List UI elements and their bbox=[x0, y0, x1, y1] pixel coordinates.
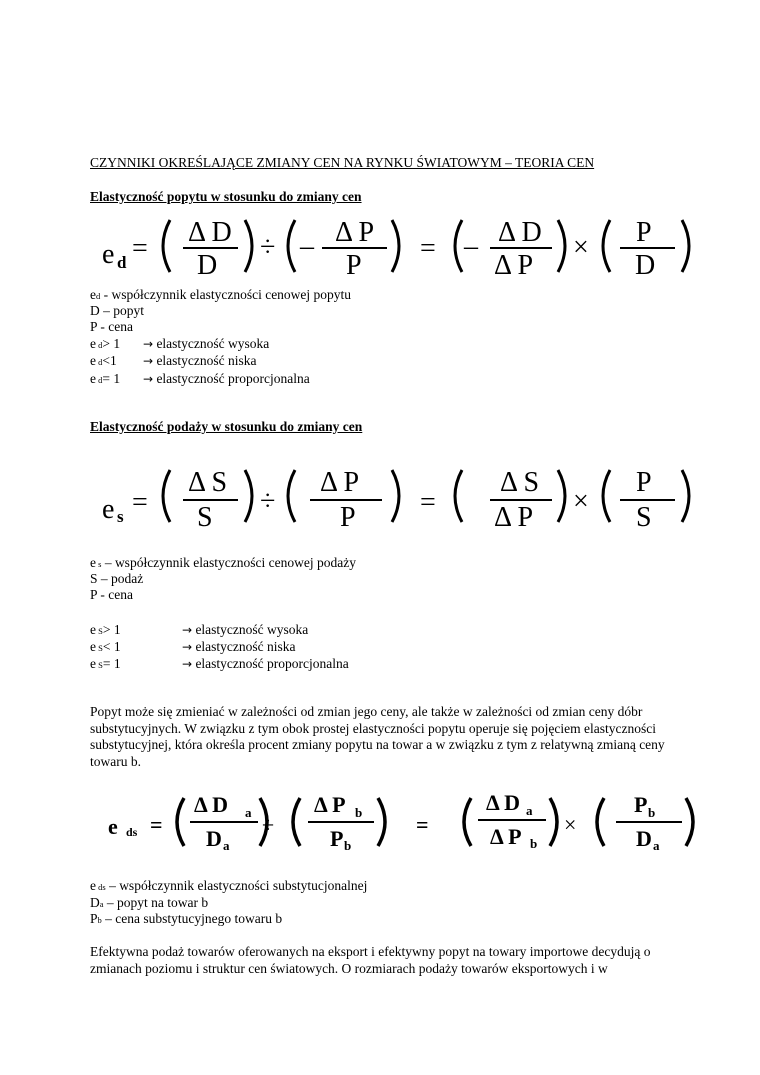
rule-desc: → elastyczność niska bbox=[182, 639, 296, 654]
arrow-right-icon: → bbox=[182, 640, 193, 654]
paragraph-effective-supply: Efektywna podaż towarów oferowanych na eksport i efektywny popyt na towary importowe decydują o zmianach poziomu i struktur cen światowych. O rozmiarach podaży towarów eksportowych i w bbox=[90, 944, 651, 976]
rule-line: e S< 1 bbox=[90, 639, 121, 654]
paren-open bbox=[163, 470, 170, 522]
frac3-den: Δ P bbox=[494, 250, 534, 281]
formula-equals: = bbox=[132, 487, 148, 518]
paren-open bbox=[597, 798, 604, 846]
demand-heading: Elastyczność popytu w stosunku do zmiany cen bbox=[90, 189, 362, 204]
paren-close bbox=[392, 220, 399, 272]
times-sign: × bbox=[564, 812, 577, 837]
paragraph-substitution: Popyt może się zmieniać w zależności od zmian jego ceny, ale także w zależności od zmian ceny dóbr substytucyjnych. W związku z tym obok prostej elastyczności popytu operuje się pojęciem elastyczności substytucyjnej, która określa procent zmiany popytu na towar a w związku z tym z relatywną zmianą ceny towaru b. bbox=[90, 704, 665, 769]
frac4-num-sub: b bbox=[648, 805, 656, 820]
frac2-num: Δ P bbox=[320, 467, 360, 498]
frac3-den: Δ P bbox=[494, 502, 534, 533]
frac1-den: S bbox=[197, 502, 213, 533]
arrow-right-icon: → bbox=[182, 623, 193, 637]
paren-open bbox=[464, 798, 471, 846]
arrow-right-icon: → bbox=[143, 372, 154, 386]
frac2-num: Δ P bbox=[335, 217, 375, 248]
paren-open bbox=[163, 220, 170, 272]
paren-close bbox=[682, 470, 689, 522]
paren-open bbox=[288, 220, 295, 272]
division-sign: ÷ bbox=[260, 232, 276, 263]
minus-sign: – bbox=[464, 231, 478, 262]
rule-desc: → elastyczność wysoka bbox=[182, 622, 309, 637]
paren-open bbox=[177, 798, 184, 846]
frac4-den-sub: a bbox=[653, 838, 660, 853]
supply-heading: Elastyczność podaży w stosunku do zmiany cen bbox=[90, 419, 363, 434]
frac2-den-sub: b bbox=[344, 838, 352, 853]
frac1-den: D bbox=[197, 250, 218, 281]
frac1-num: Δ D bbox=[188, 217, 232, 248]
division-sign: ÷ bbox=[260, 486, 276, 517]
frac4-den: D bbox=[635, 250, 656, 281]
legend-line: P - cena bbox=[90, 587, 133, 602]
frac2-num-sub: b bbox=[355, 805, 363, 820]
frac3-num: Δ D bbox=[498, 217, 542, 248]
legend-line: S – podaż bbox=[90, 571, 144, 586]
formula-lhs: e bbox=[108, 814, 118, 839]
rule-desc: → elastyczność proporcjonalna bbox=[143, 371, 310, 386]
formula-lhs: e bbox=[102, 494, 115, 525]
frac4-num: P bbox=[636, 217, 652, 248]
frac1-num: Δ S bbox=[188, 467, 228, 498]
formula-equals-2: = bbox=[420, 233, 436, 264]
arrow-right-icon: → bbox=[143, 337, 154, 351]
frac2-num: Δ P bbox=[314, 792, 346, 817]
paren-open bbox=[455, 220, 462, 272]
division-sign: ÷ bbox=[262, 812, 275, 837]
frac1-den: D bbox=[206, 826, 222, 851]
legend-line: D – popyt bbox=[90, 303, 144, 318]
frac3-den-sub: b bbox=[530, 836, 538, 851]
times-sign: × bbox=[573, 232, 589, 263]
frac3-num: Δ D bbox=[486, 790, 520, 815]
frac3-num: Δ S bbox=[500, 467, 540, 498]
frac4-num: P bbox=[636, 467, 652, 498]
rule-line: e S= 1 bbox=[90, 656, 121, 671]
paren-close bbox=[245, 470, 252, 522]
legend-line: Pb – cena substytucyjnego towaru b bbox=[90, 911, 283, 926]
paren-close bbox=[245, 220, 252, 272]
legend-line: e ds – współczynnik elastyczności substytucjonalnej bbox=[90, 878, 368, 893]
frac3-den: Δ P bbox=[490, 824, 522, 849]
paren-close bbox=[682, 220, 689, 272]
frac4-num: P bbox=[634, 792, 648, 817]
frac1-num-sub: a bbox=[245, 805, 252, 820]
paren-close bbox=[392, 470, 399, 522]
formula-lhs-sub: ds bbox=[126, 825, 138, 839]
legend-line: e s – współczynnik elastyczności cenowej podaży bbox=[90, 555, 356, 570]
arrow-right-icon: → bbox=[143, 354, 154, 368]
paren-close bbox=[686, 798, 693, 846]
formula-equals-2: = bbox=[420, 487, 436, 518]
rule-desc: → elastyczność niska bbox=[143, 353, 257, 368]
formula-lhs: e bbox=[102, 239, 115, 270]
formula-lhs-sub: s bbox=[117, 507, 124, 526]
rule-line: e S> 1 bbox=[90, 622, 121, 637]
substitution-formula bbox=[90, 788, 710, 860]
paren-close bbox=[550, 798, 557, 846]
paren-open bbox=[455, 470, 462, 522]
paren-open bbox=[603, 470, 610, 522]
times-sign: × bbox=[573, 486, 589, 517]
rule-line: e d<1 bbox=[90, 353, 117, 368]
page-title: CZYNNIKI OKREŚLAJĄCE ZMIANY CEN NA RYNKU ŚWIATOWYM – TEORIA CEN bbox=[90, 155, 595, 170]
arrow-right-icon: → bbox=[182, 657, 193, 671]
demand-formula bbox=[90, 208, 710, 288]
formula-equals: = bbox=[150, 812, 163, 837]
frac2-den: P bbox=[340, 502, 356, 533]
formula-equals: = bbox=[132, 233, 148, 264]
paren-open bbox=[293, 798, 300, 846]
frac4-den: S bbox=[636, 502, 652, 533]
paren-close bbox=[378, 798, 385, 846]
frac3-num-sub: a bbox=[526, 803, 533, 818]
rule-line: e d= 1 bbox=[90, 371, 121, 386]
supply-formula bbox=[90, 458, 710, 538]
minus-sign: – bbox=[300, 231, 314, 262]
rule-line: e d> 1 bbox=[90, 336, 121, 351]
paren-close bbox=[558, 470, 565, 522]
legend-line: Da – popyt na towar b bbox=[90, 895, 209, 910]
frac2-den: P bbox=[346, 250, 362, 281]
legend-line: P - cena bbox=[90, 319, 133, 334]
frac1-num: Δ D bbox=[194, 792, 228, 817]
paren-close bbox=[558, 220, 565, 272]
legend-line: ed - współczynnik elastyczności cenowej popytu bbox=[90, 287, 352, 302]
frac1-den-sub: a bbox=[223, 838, 230, 853]
paren-open bbox=[288, 470, 295, 522]
formula-equals-2: = bbox=[416, 812, 429, 837]
frac4-den: D bbox=[636, 826, 652, 851]
formula-lhs-sub: d bbox=[117, 253, 127, 272]
frac2-den: P bbox=[330, 826, 344, 851]
paren-open bbox=[603, 220, 610, 272]
rule-desc: → elastyczność wysoka bbox=[143, 336, 270, 351]
rule-desc: → elastyczność proporcjonalna bbox=[182, 656, 349, 671]
